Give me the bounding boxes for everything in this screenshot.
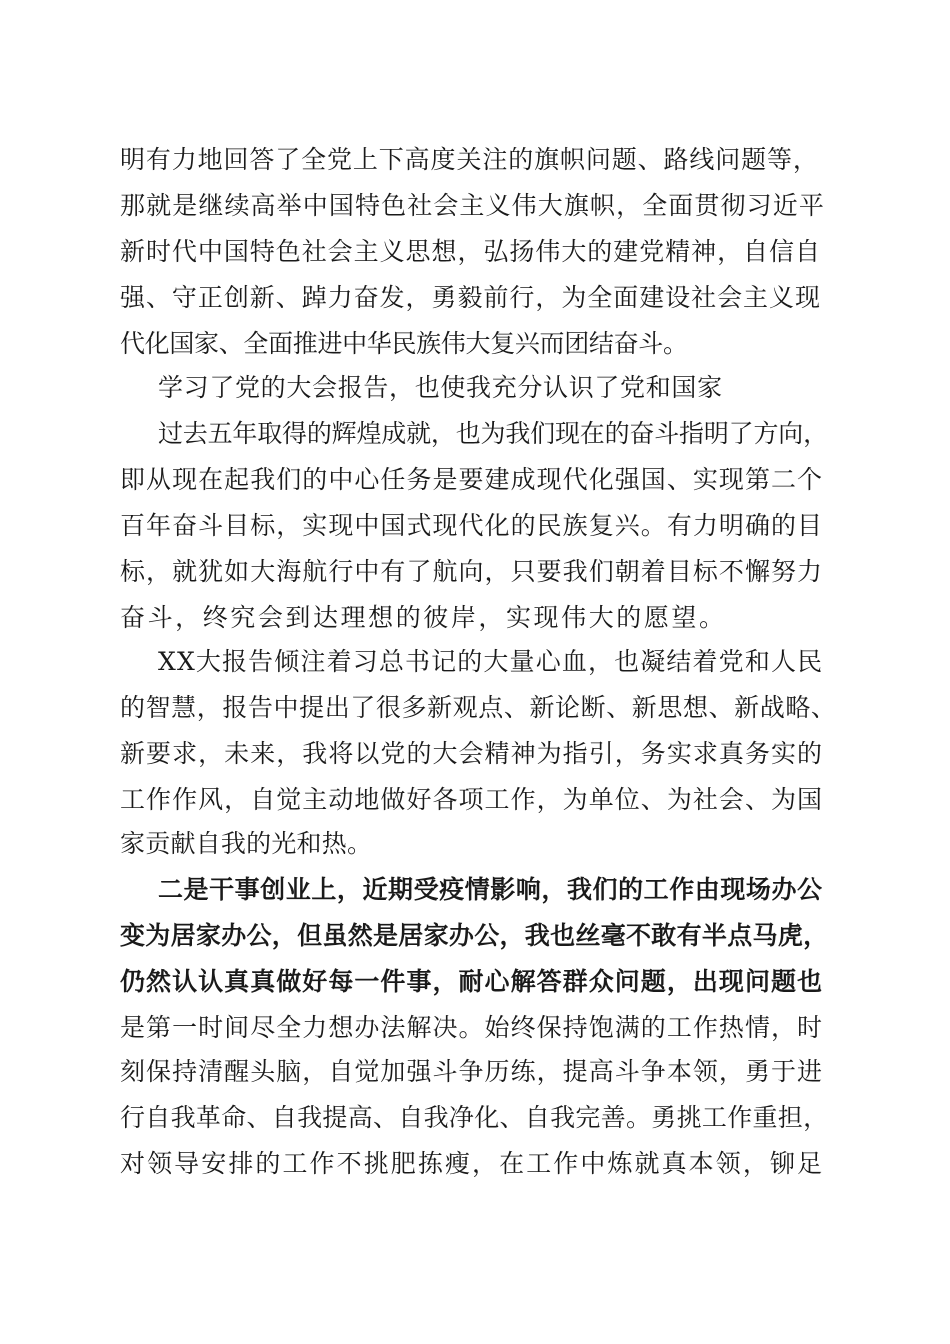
paragraph-1-line-5: [0, 322, 950, 366]
paragraph-5-line-5: [0, 1050, 950, 1094]
paragraph-5-line-2: [0, 914, 950, 958]
paragraph-3-line-2: [0, 458, 950, 502]
paragraph-4-line-1: [0, 640, 950, 684]
text-line: 过去五年取得的辉煌成就，也为我们现在的奋斗指明了方向，: [158, 419, 828, 448]
paragraph-1-line-1: [0, 138, 950, 182]
text-line: 百年奋斗目标，实现中国式现代化的民族复兴。有力明确的目: [120, 511, 824, 540]
text-line: 明有力地回答了全党上下高度关注的旗帜问题、路线问题等，: [120, 145, 819, 174]
text-line: 变为居家办公，但虽然是居家办公，我也丝毫不敢有半点马虎，: [120, 921, 829, 950]
text-line: 刻保持清醒头脑，自觉加强斗争历练，提高斗争本领，勇于进: [120, 1057, 824, 1086]
text-line: 新要求，未来，我将以党的大会精神为指引，务实求真务实的: [120, 739, 824, 768]
paragraph-4-line-5: [0, 822, 950, 866]
text-line: 是第一时间尽全力想办法解决。始终保持饱满的工作热情，时: [120, 1013, 824, 1042]
text-line: 代化国家、全面推进中华民族伟大复兴而团结奋斗。: [120, 329, 688, 358]
paragraph-2-line-1: [0, 366, 950, 410]
text-line: 奋斗，终究会到达理想的彼岸，实现伟大的愿望。: [120, 603, 727, 632]
paragraph-5-line-4: [0, 1006, 950, 1050]
paragraph-1-line-4: [0, 276, 950, 320]
text-line: 二是干事创业上，近期受疫情影响，我们的工作由现场办公: [158, 875, 823, 904]
paragraph-5-line-7: [0, 1142, 950, 1186]
paragraph-4-line-2: [0, 686, 950, 730]
text-line: 工作作风，自觉主动地做好各项工作，为单位、为社会、为国: [120, 785, 824, 814]
paragraph-4-line-4: [0, 778, 950, 822]
text-line: 标，就犹如大海航行中有了航向，只要我们朝着目标不懈努力: [120, 557, 824, 586]
paragraph-3-line-3: [0, 504, 950, 548]
text-line: 行自我革命、自我提高、自我净化、自我完善。勇挑工作重担，: [120, 1103, 829, 1132]
text-line: XX大报告倾注着习总书记的大量心血，也凝结着党和人民: [158, 647, 824, 676]
text-line: 强、守正创新、踔力奋发，勇毅前行，为全面建设社会主义现: [120, 283, 821, 312]
text-line: 家贡献自我的光和热。: [120, 829, 373, 858]
paragraph-3-line-1: [0, 412, 950, 456]
text-line: 学习了党的大会报告，也使我充分认识了党和国家: [158, 373, 723, 402]
paragraph-5-line-6: [0, 1096, 950, 1140]
text-line: 对领导安排的工作不挑肥拣瘦，在工作中炼就真本领，铆足: [120, 1149, 825, 1178]
paragraph-1-line-3: [0, 230, 950, 274]
text-line: 那就是继续高举中国特色社会主义伟大旗帜，全面贯彻习近平: [120, 191, 825, 220]
paragraph-3-line-5: [0, 596, 950, 640]
paragraph-5-line-1: [0, 868, 950, 912]
text-line: 新时代中国特色社会主义思想，弘扬伟大的建党精神，自信自: [120, 237, 821, 266]
text-line: 的智慧，报告中提出了很多新观点、新论断、新思想、新战略、: [120, 693, 837, 722]
text-line: 仍然认认真真做好每一件事，耐心解答群众问题，出现问题也: [120, 967, 824, 996]
paragraph-1-line-2: [0, 184, 950, 228]
paragraph-3-line-4: [0, 550, 950, 594]
paragraph-4-line-3: [0, 732, 950, 776]
text-line: 即从现在起我们的中心任务是要建成现代化强国、实现第二个: [120, 465, 824, 494]
paragraph-5-line-3: [0, 960, 950, 1004]
